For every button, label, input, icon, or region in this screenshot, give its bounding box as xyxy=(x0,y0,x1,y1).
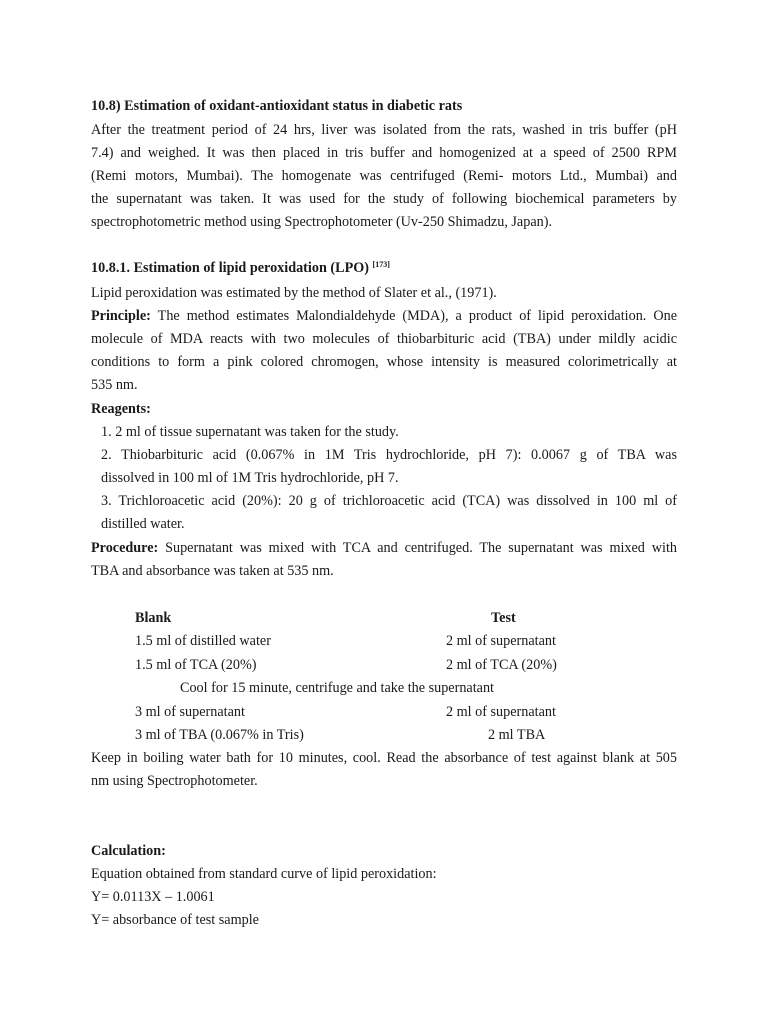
principle-line: molecule of MDA reacts with two molecules of thiobarbituric acid (TBA) under mildly acidic xyxy=(91,331,677,347)
method-line: Lipid peroxidation was estimated by the method of Slater et al., (1971). xyxy=(91,285,497,301)
blank-cell: 1.5 ml of distilled water xyxy=(135,633,271,649)
principle-line: conditions to form a pink colored chromogen, whose intensity is measured colorimetrically at xyxy=(91,354,677,370)
blank-cell: 3 ml of TBA (0.067% in Tris) xyxy=(135,727,304,743)
subsection-heading xyxy=(91,258,390,278)
procedure-text: Supernatant was mixed with TCA and centrifuged. The supernatant was mixed with xyxy=(158,540,677,556)
reagent-item: 2. Thiobarbituric acid (0.067% in 1M Tris hydrochloride, pH 7): 0.0067 g of TBA was xyxy=(101,447,677,463)
subsection-title: 10.8.1. Estimation of lipid peroxidation (LPO) xyxy=(91,260,369,276)
blank-cell: 1.5 ml of TCA (20%) xyxy=(135,657,257,673)
paragraph-line: (Remi motors, Mumbai). The homogenate was centrifuged (Remi- motors Ltd., Mumbai) and xyxy=(91,168,677,184)
test-cell: 2 ml of supernatant xyxy=(446,704,556,720)
principle-line: 535 nm. xyxy=(91,377,138,393)
boiling-line: nm using Spectrophotometer. xyxy=(91,773,258,789)
reference-superscript: [173] xyxy=(372,260,390,269)
reagent-item: distilled water. xyxy=(101,516,185,532)
paragraph-line: After the treatment period of 24 hrs, liver was isolated from the rats, washed in tris buffer (pH xyxy=(91,122,677,138)
reagent-item: 1. 2 ml of tissue supernatant was taken for the study. xyxy=(101,424,399,440)
test-column-header: Test xyxy=(491,610,516,626)
procedure-line: TBA and absorbance was taken at 535 nm. xyxy=(91,563,334,579)
calculation-label: Calculation: xyxy=(91,843,166,859)
section-heading: 10.8) Estimation of oxidant-antioxidant status in diabetic rats xyxy=(91,98,463,114)
blank-column-header: Blank xyxy=(135,610,172,626)
principle-label: Principle: xyxy=(91,308,151,324)
reagent-item: 3. Trichloroacetic acid (20%): 20 g of trichloroacetic acid (TCA) was dissolved in 100 ml of xyxy=(101,493,677,509)
equation-line: Y= 0.0113X – 1.0061 xyxy=(91,889,215,905)
reagents-label: Reagents: xyxy=(91,401,151,417)
table-center-note: Cool for 15 minute, centrifuge and take the supernatant xyxy=(180,680,494,696)
test-cell: 2 ml of TCA (20%) xyxy=(446,657,557,673)
principle-line xyxy=(91,306,677,326)
blank-cell: 3 ml of supernatant xyxy=(135,704,245,720)
calculation-line: Y= absorbance of test sample xyxy=(91,912,259,928)
test-cell: 2 ml TBA xyxy=(488,727,546,743)
procedure-label: Procedure: xyxy=(91,540,159,556)
procedure-line xyxy=(91,538,677,558)
principle-text: The method estimates Malondialdehyde (MDA), a product of lipid peroxidation. One xyxy=(150,308,677,324)
test-cell: 2 ml of supernatant xyxy=(446,633,556,649)
paragraph-line: the supernatant was taken. It was used for the study of following biochemical parameters by xyxy=(91,191,677,207)
paragraph-line: spectrophotometric method using Spectrophotometer (Uv-250 Shimadzu, Japan). xyxy=(91,214,552,230)
paragraph-line: 7.4) and weighed. It was then placed in tris buffer and homogenized at a speed of 2500 RPM xyxy=(91,145,677,161)
boiling-line: Keep in boiling water bath for 10 minutes, cool. Read the absorbance of test against blank at 505 xyxy=(91,750,677,766)
calculation-line: Equation obtained from standard curve of lipid peroxidation: xyxy=(91,866,437,882)
reagent-item: dissolved in 100 ml of 1M Tris hydrochloride, pH 7. xyxy=(101,470,399,486)
